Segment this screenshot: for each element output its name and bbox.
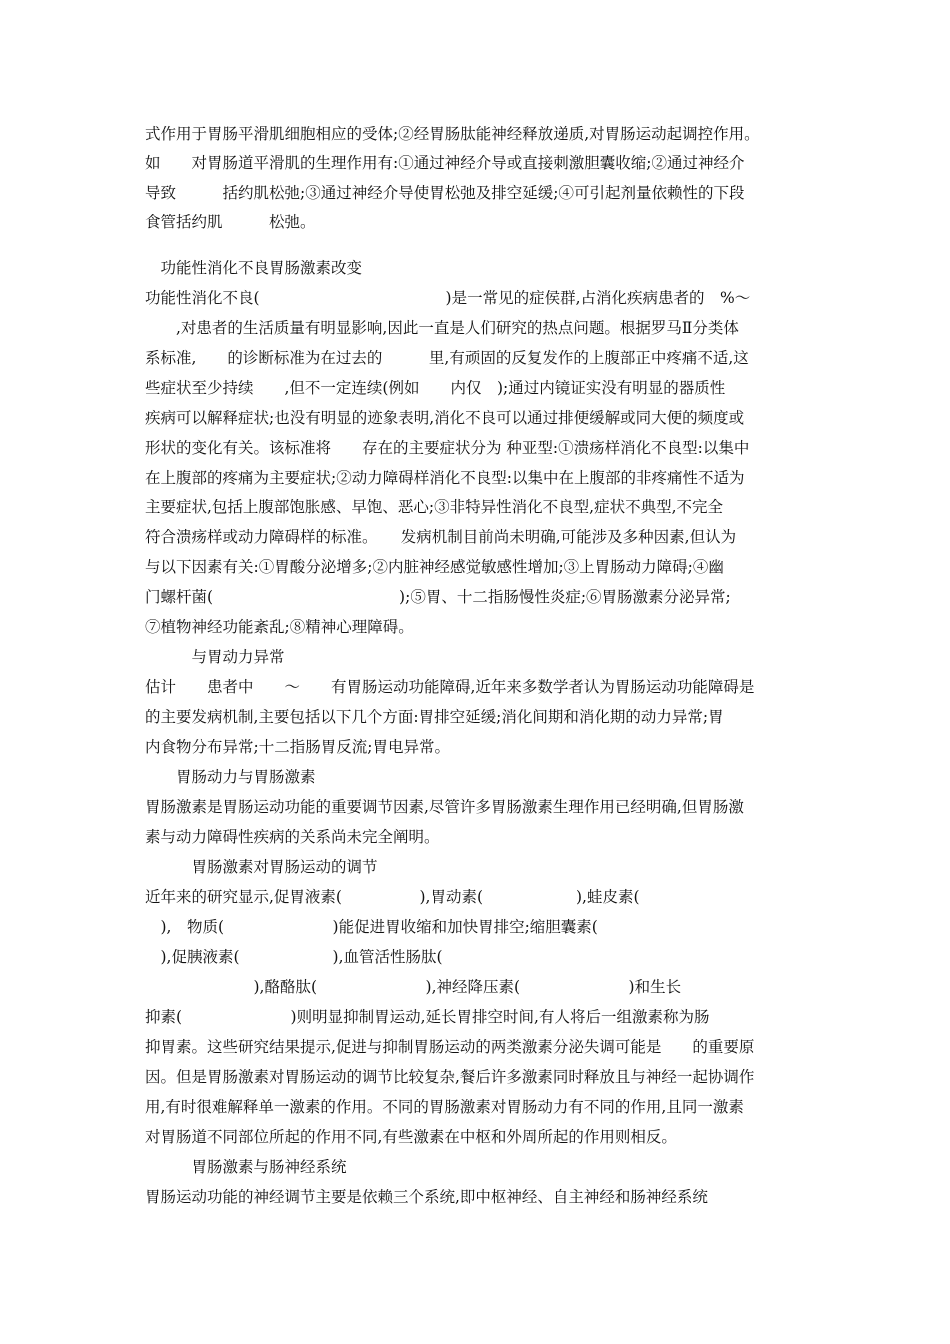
text-line: ,对患者的生活质量有明显影响,因此一直是人们研究的热点问题。根据罗马Ⅱ分类体: [145, 319, 739, 337]
text-line: 近年来的研究显示,促胃液素( ),胃动素( ),蛙皮素(: [145, 888, 640, 906]
section-heading: 胃肠动力与胃肠激素: [145, 768, 316, 786]
text-line: 主要症状,包括上腹部饱胀感、早饱、恶心;③非特异性消化不良型,症状不典型,不完全: [145, 498, 724, 516]
text-line: ),促胰液素( ),血管活性肠肽(: [145, 948, 443, 966]
section-heading: 与胃动力异常: [145, 648, 285, 666]
text-line: 形状的变化有关。该标准将 存在的主要症状分为 种亚型:①溃疡样消化不良型:以集中: [145, 439, 750, 457]
text-line: ),酪酪肽( ),神经降压素( )和生长: [145, 978, 682, 996]
text-line: 对胃肠道不同部位所起的作用不同,有些激素在中枢和外周所起的作用则相反。: [145, 1128, 677, 1146]
text-line: 胃肠激素是胃肠运动功能的重要调节因素,尽管许多胃肠激素生理作用已经明确,但胃肠激: [145, 798, 744, 816]
section-heading: 功能性消化不良胃肠激素改变: [145, 259, 363, 277]
text-line: 式作用于胃肠平滑肌细胞相应的受体;②经胃肠肽能神经释放递质,对胃肠运动起调控作用。: [145, 125, 760, 143]
text-line: ⑦植物神经功能紊乱;⑧精神心理障碍。: [145, 618, 414, 636]
text-line: 疾病可以解释症状;也没有明显的迹象表明,消化不良可以通过排便缓解或同大便的频度或: [145, 409, 745, 427]
text-line: 系标准, 的诊断标准为在过去的 里,有顽固的反复发作的上腹部正中疼痛不适,这: [145, 349, 749, 367]
section-heading: 胃肠激素与肠神经系统: [145, 1158, 347, 1176]
text-line: 抑胃素。这些研究结果提示,促进与抑制胃肠运动的两类激素分泌失调可能是 的重要原: [145, 1038, 755, 1056]
text-line: 用,有时很难解释单一激素的作用。不同的胃肠激素对胃肠动力有不同的作用,且同一激素: [145, 1098, 744, 1116]
text-line: 的主要发病机制,主要包括以下几个方面:胃排空延缓;消化间期和消化期的动力异常;胃: [145, 708, 724, 726]
text-line: ), 物质( )能促进胃收缩和加快胃排空;缩胆囊素(: [145, 918, 598, 936]
text-line: 功能性消化不良( )是一常见的症侯群,占消化疾病患者的 %～: [145, 289, 751, 307]
text-line: 门螺杆菌( );⑤胃、十二指肠慢性炎症;⑥胃肠激素分泌异常;: [145, 588, 731, 606]
text-line: 内食物分布异常;十二指肠胃反流;胃电异常。: [145, 738, 450, 756]
text-line: 食管括约肌 松弛。: [145, 213, 316, 231]
text-line: 在上腹部的疼痛为主要症状;②动力障碍样消化不良型:以集中在上腹部的非疼痛性不适为: [145, 469, 745, 487]
text-line: 估计 患者中 ～ 有胃肠运动功能障碍,近年来多数学者认为胃肠运动功能障碍是: [145, 678, 755, 696]
text-line: 些症状至少持续 ,但不一定连续(例如 内仅 );通过内镜证实没有明显的器质性: [145, 379, 726, 397]
text-line: 导致 括约肌松弛;③通过神经介导使胃松弛及排空延缓;④可引起剂量依赖性的下段: [145, 184, 745, 202]
text-line: 胃肠运动功能的神经调节主要是依赖三个系统,即中枢神经、自主神经和肠神经系统: [145, 1188, 708, 1206]
text-line: 符合溃疡样或动力障碍样的标准。 发病机制目前尚未明确,可能涉及多种因素,但认为: [145, 528, 737, 546]
section-heading: 胃肠激素对胃肠运动的调节: [145, 858, 378, 876]
text-line: 抑素( )则明显抑制胃运动,延长胃排空时间,有人将后一组激素称为肠: [145, 1008, 710, 1026]
text-line: 素与动力障碍性疾病的关系尚未完全阐明。: [145, 828, 440, 846]
text-line: 因。但是胃肠激素对胃肠运动的调节比较复杂,餐后许多激素同时释放且与神经一起协调作: [145, 1068, 755, 1086]
text-line: 与以下因素有关:①胃酸分泌增多;②内脏神经感觉敏感性增加;③上胃肠动力障碍;④幽: [145, 558, 724, 576]
text-line: 如 对胃肠道平滑肌的生理作用有:①通过神经介导或直接刺激胆囊收缩;②通过神经介: [145, 154, 745, 172]
